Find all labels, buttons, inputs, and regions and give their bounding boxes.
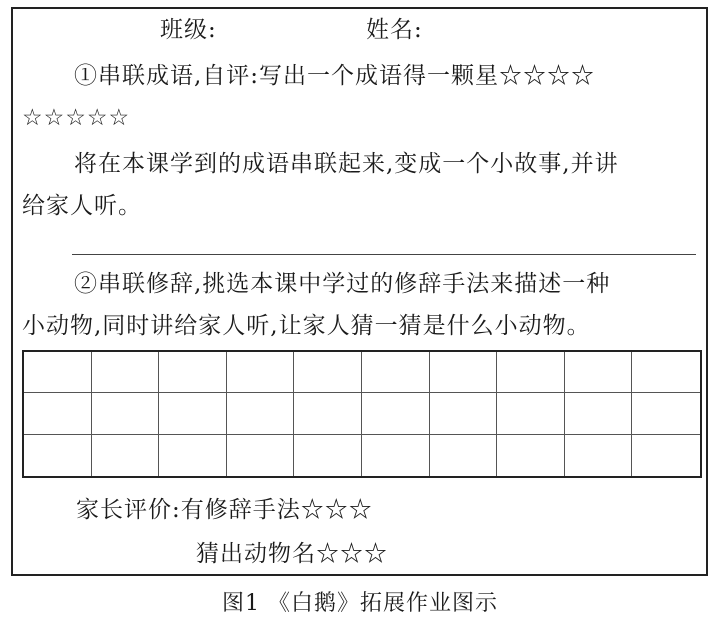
grid-cell[interactable] [430,393,498,434]
grid-cell[interactable] [632,393,700,434]
grid-cell[interactable] [362,352,430,393]
grid-cell[interactable] [362,393,430,434]
parent-evaluation-rhetoric: 家长评价:有修辞手法☆☆☆ [76,497,373,523]
grid-cell[interactable] [565,352,633,393]
name-label: 姓名: [366,17,423,43]
grid-cell[interactable] [24,393,92,434]
grid-cell[interactable] [430,435,498,476]
grid-cell[interactable] [159,352,227,393]
grid-cell[interactable] [497,393,565,434]
grid-cell[interactable] [92,393,160,434]
grid-cell[interactable] [24,352,92,393]
grid-cell[interactable] [632,435,700,476]
grid-cell[interactable] [430,352,498,393]
writing-grid[interactable] [22,350,702,478]
grid-cell[interactable] [227,435,295,476]
grid-cell[interactable] [294,435,362,476]
parent-evaluation-animal: 猜出动物名☆☆☆ [196,541,388,567]
grid-cell[interactable] [159,435,227,476]
answer-line[interactable] [72,254,696,255]
task2-instruction: 小动物,同时讲给家人听,让家人猜一猜是什么小动物。 [22,313,591,339]
figure-caption: 图1 《白鹅》拓展作业图示 [222,591,498,616]
grid-cell[interactable] [227,352,295,393]
grid-cell[interactable] [497,352,565,393]
grid-cell[interactable] [565,435,633,476]
grid-cell[interactable] [159,393,227,434]
grid-cell[interactable] [294,352,362,393]
grid-cell[interactable] [92,435,160,476]
grid-cell[interactable] [92,352,160,393]
task1-instruction-line1: 将在本课学到的成语串联起来,变成一个小故事,并讲 [74,151,619,177]
grid-cell[interactable] [294,393,362,434]
grid-cell[interactable] [632,352,700,393]
task1-stars-continued: ☆☆☆☆☆ [22,105,131,131]
class-label: 班级: [160,17,217,43]
grid-cell[interactable] [227,393,295,434]
grid-cell[interactable] [497,435,565,476]
grid-cell[interactable] [565,393,633,434]
task1-title: ①串联成语,自评:写出一个成语得一颗星☆☆☆☆ [74,63,596,89]
task2-title: ②串联修辞,挑选本课中学过的修辞手法来描述一种 [74,271,611,297]
task1-instruction-line2: 给家人听。 [22,193,142,219]
grid-cell[interactable] [362,435,430,476]
grid-cell[interactable] [24,435,92,476]
